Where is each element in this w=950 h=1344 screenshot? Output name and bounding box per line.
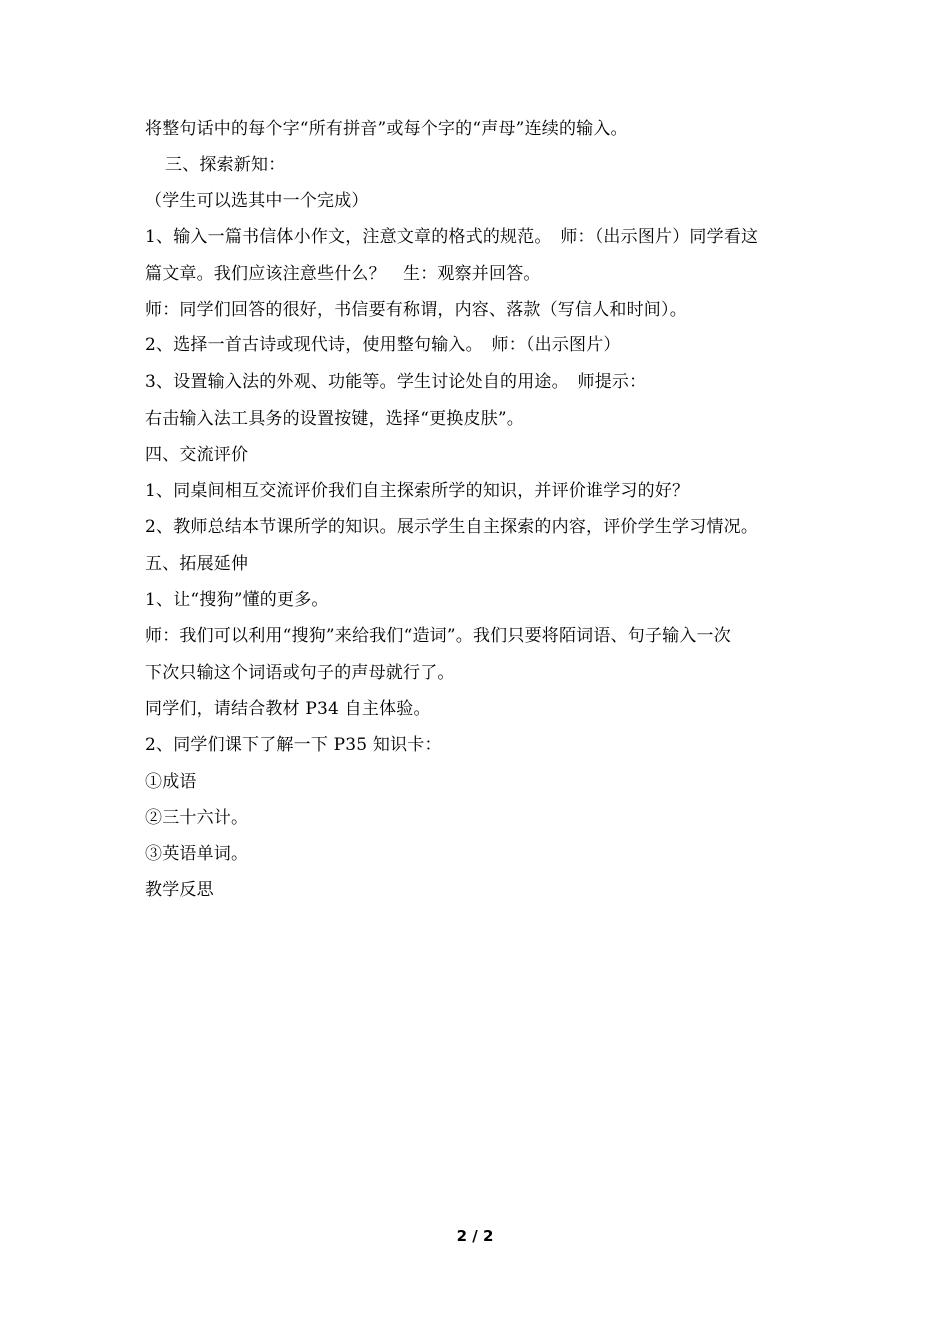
- paragraph-line: 2、选择一首古诗或现代诗，使用整句输入。 师：（出示图片）: [145, 335, 621, 355]
- paragraph-line: 同学们，请结合教材 P34 自主体验。: [145, 699, 431, 719]
- paragraph-line: 1、让“搜狗”懂的更多。: [145, 590, 329, 610]
- section-heading: 四、交流评价: [145, 445, 249, 465]
- paragraph-line: 师：我们可以利用“搜狗”来给我们“造词”。我们只要将陌词语、句子输入一次: [145, 626, 731, 646]
- paragraph-line: （学生可以选其中一个完成）: [145, 191, 369, 211]
- paragraph-line: 篇文章。我们应该注意些什么？ 生：观察并回答。: [145, 264, 541, 284]
- list-item: ①成语: [145, 772, 197, 792]
- paragraph-line: 右击输入法工具务的设置按键，选择“更换皮肤”。: [145, 409, 524, 429]
- section-heading: 五、拓展延伸: [145, 554, 249, 574]
- paragraph-line: 2、教师总结本节课所学的知识。展示学生自主探索的内容，评价学生学习情况。: [145, 517, 759, 537]
- paragraph-line: 将整句话中的每个字“所有拼音”或每个字的“声母”连续的输入。: [145, 119, 628, 139]
- paragraph-line: 1、同桌间相互交流评价我们自主探索所学的知识，并评价谁学习的好？: [145, 481, 690, 501]
- paragraph-line: 3、设置输入法的外观、功能等。学生讨论处自的用途。 师提示：: [145, 372, 647, 392]
- list-item: ③英语单词。: [145, 844, 249, 864]
- paragraph-line: 1、输入一篇书信体小作文，注意文章的格式的规范。 师：（出示图片）同学看这: [145, 227, 759, 247]
- page-number: 2 / 2: [456, 1227, 494, 1245]
- section-heading: 教学反思: [145, 880, 214, 900]
- paragraph-line: 师：同学们回答的很好，书信要有称谓，内容、落款（写信人和时间）。: [145, 300, 687, 320]
- paragraph-line: 2、同学们课下了解一下 P35 知识卡：: [145, 735, 442, 755]
- paragraph-line: 下次只输这个词语或句子的声母就行了。: [145, 663, 455, 683]
- section-heading: 三、探索新知：: [165, 155, 286, 175]
- list-item: ②三十六计。: [145, 808, 249, 828]
